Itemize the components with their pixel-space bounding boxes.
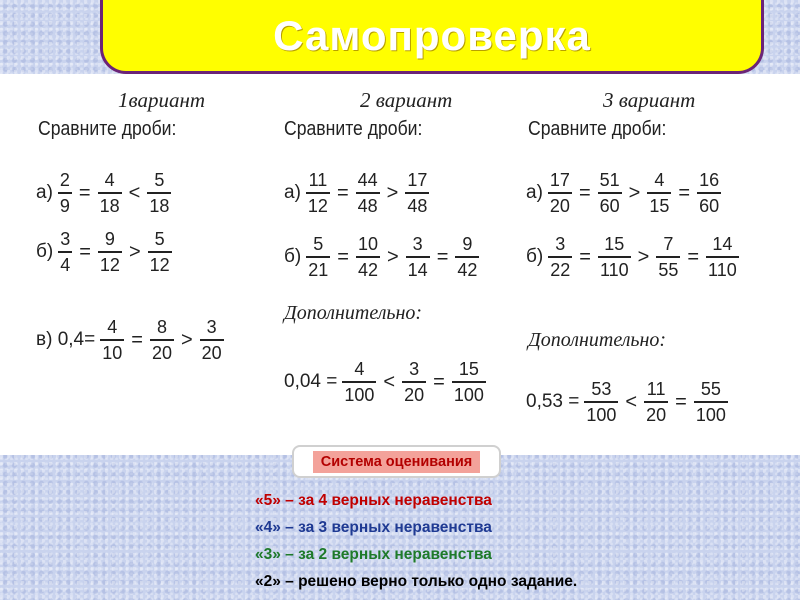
fraction — [200, 317, 224, 363]
fraction-numerator: 4 — [654, 170, 665, 190]
variant-2-row-a — [284, 170, 432, 216]
row-label: б) — [36, 241, 54, 262]
comparison-sign: < — [383, 370, 396, 393]
fraction-denominator: 100 — [584, 401, 618, 425]
fraction — [98, 229, 122, 275]
variant-3-heading: 3 вариант — [603, 88, 696, 112]
comparison-sign: > — [637, 245, 650, 268]
fraction-numerator: 4 — [107, 317, 118, 337]
row-label: а) — [284, 182, 301, 203]
fraction — [356, 234, 380, 280]
fraction — [58, 170, 72, 216]
fraction-denominator: 110 — [598, 256, 631, 280]
fraction-denominator: 12 — [98, 251, 122, 275]
fraction-denominator: 60 — [598, 192, 622, 216]
fraction-numerator: 16 — [699, 170, 720, 190]
comparison-sign: = — [579, 245, 591, 268]
row-label: 0,04 = — [284, 371, 338, 392]
fraction — [656, 234, 680, 280]
fraction-numerator: 3 — [409, 359, 420, 379]
variant-1-row-a — [36, 170, 174, 216]
grade-5-line: «5» – за 4 верных неравенства — [255, 492, 492, 509]
fraction — [452, 359, 486, 405]
fraction-denominator: 100 — [694, 401, 728, 425]
comparison-sign: = — [78, 181, 91, 204]
fraction-denominator: 42 — [356, 256, 380, 280]
comparison-sign: = — [675, 390, 687, 413]
fraction-numerator: 53 — [591, 379, 612, 399]
fraction-denominator: 18 — [98, 192, 122, 216]
fraction-denominator: 60 — [697, 192, 721, 216]
row-label: б) — [284, 246, 302, 267]
fraction-denominator: 18 — [147, 192, 171, 216]
fraction-denominator: 48 — [356, 192, 380, 216]
fraction-numerator: 9 — [104, 229, 115, 249]
fraction-numerator: 44 — [357, 170, 378, 190]
fraction — [100, 317, 124, 363]
fraction — [402, 359, 426, 405]
fraction-denominator: 42 — [455, 256, 479, 280]
row-label: а) — [526, 182, 543, 203]
grading-system-label — [292, 445, 501, 478]
row-label: в) 0,4= — [36, 329, 96, 350]
fraction-denominator: 14 — [406, 256, 430, 280]
fraction — [697, 170, 721, 216]
variant-3-extra-row — [526, 379, 731, 425]
fraction — [147, 170, 171, 216]
fraction — [356, 170, 380, 216]
variant-3-row-b — [526, 234, 742, 280]
comparison-sign: < — [625, 390, 638, 413]
fraction-denominator: 20 — [644, 401, 668, 425]
fraction — [405, 170, 429, 216]
fraction-numerator: 3 — [555, 234, 566, 254]
fraction-denominator: 10 — [100, 339, 124, 363]
fraction — [647, 170, 671, 216]
fraction — [694, 379, 728, 425]
fraction-numerator: 17 — [549, 170, 570, 190]
fraction-denominator: 110 — [706, 256, 739, 280]
fraction — [584, 379, 618, 425]
fraction-numerator: 11 — [646, 379, 666, 399]
fraction-denominator: 48 — [405, 192, 429, 216]
fraction-numerator: 3 — [60, 229, 71, 249]
fraction-denominator: 20 — [150, 339, 174, 363]
variant-1-row-c — [36, 317, 227, 363]
fraction — [455, 234, 479, 280]
fraction-denominator: 4 — [58, 251, 72, 275]
fraction — [548, 170, 572, 216]
comparison-sign: = — [436, 245, 449, 268]
fraction-numerator: 5 — [154, 229, 165, 249]
fraction-denominator: 9 — [58, 192, 72, 216]
fraction-denominator: 100 — [452, 381, 486, 405]
comparison-sign: > — [386, 181, 399, 204]
fraction-numerator: 3 — [206, 317, 217, 337]
fraction-numerator: 7 — [663, 234, 674, 254]
comparison-sign: = — [578, 181, 591, 204]
comparison-sign: = — [687, 245, 700, 268]
comparison-sign: > — [128, 240, 141, 263]
comparison-sign: > — [628, 181, 641, 204]
fraction — [548, 234, 572, 280]
fraction-denominator: 20 — [200, 339, 224, 363]
fraction-numerator: 17 — [407, 170, 428, 190]
fraction — [598, 170, 622, 216]
fraction-numerator: 15 — [604, 234, 625, 254]
fraction-numerator: 8 — [156, 317, 167, 337]
comparison-sign: < — [128, 181, 141, 204]
fraction-denominator: 21 — [306, 256, 330, 280]
variant-2-extra-label: Дополнительно: — [284, 302, 423, 324]
variant-3-row-a — [526, 170, 724, 216]
page-title: Самопроверка — [273, 12, 591, 59]
row-label: а) — [36, 182, 53, 203]
comparison-sign: = — [337, 245, 349, 268]
comparison-sign: = — [678, 181, 691, 204]
fraction-numerator: 10 — [357, 234, 378, 254]
fraction — [342, 359, 376, 405]
fraction — [58, 229, 72, 275]
fraction-denominator: 12 — [148, 251, 172, 275]
variant-2-task: Сравните дроби: — [284, 118, 423, 140]
comparison-sign: = — [131, 328, 143, 351]
fraction-numerator: 15 — [458, 359, 479, 379]
fraction-denominator: 12 — [306, 192, 330, 216]
variant-1-task: Сравните дроби: — [38, 118, 177, 140]
fraction-numerator: 2 — [59, 170, 70, 190]
fraction — [306, 170, 330, 216]
variant-2-extra-row — [284, 359, 489, 405]
fraction-numerator: 5 — [154, 170, 165, 190]
comparison-sign: = — [433, 370, 445, 393]
fraction-numerator: 3 — [412, 234, 423, 254]
fraction-denominator: 100 — [342, 381, 376, 405]
title-banner — [100, 0, 764, 74]
grade-4-line: «4» – за 3 верных неравенства — [255, 519, 492, 536]
row-label: 0,53 = — [526, 391, 580, 412]
comparison-sign: > — [386, 245, 399, 268]
fraction-numerator: 9 — [462, 234, 473, 254]
grade-3-line: «3» – за 2 верных неравенства — [255, 546, 492, 563]
variant-2-row-b — [284, 234, 482, 280]
fraction — [644, 379, 668, 425]
fraction-denominator: 22 — [548, 256, 572, 280]
row-label: б) — [526, 246, 544, 267]
answers-panel — [0, 74, 800, 455]
variant-2-heading: 2 вариант — [360, 88, 453, 112]
fraction-numerator: 4 — [354, 359, 365, 379]
fraction — [406, 234, 430, 280]
fraction — [706, 234, 739, 280]
variant-3-task: Сравните дроби: — [528, 118, 667, 140]
fraction-denominator: 55 — [656, 256, 680, 280]
variant-1-heading: 1вариант — [118, 88, 206, 112]
fraction-numerator: 51 — [599, 170, 620, 190]
grade-list — [255, 487, 577, 595]
fraction-numerator: 55 — [700, 379, 721, 399]
fraction-denominator: 15 — [647, 192, 671, 216]
fraction — [150, 317, 174, 363]
comparison-sign: = — [79, 240, 91, 263]
fraction — [148, 229, 172, 275]
fraction — [598, 234, 631, 280]
comparison-sign: > — [180, 328, 193, 351]
variant-3-extra-label: Дополнительно: — [528, 329, 667, 351]
fraction-numerator: 11 — [308, 170, 328, 190]
grade-2-line: «2» – решено верно только одно задание. — [255, 573, 578, 590]
fraction-numerator: 14 — [712, 234, 733, 254]
fraction-denominator: 20 — [402, 381, 426, 405]
fraction-denominator: 20 — [548, 192, 572, 216]
fraction — [98, 170, 122, 216]
fraction — [306, 234, 330, 280]
variant-1-row-b — [36, 229, 175, 275]
grading-system-text: Система оценивания — [313, 451, 480, 473]
fraction-numerator: 4 — [104, 170, 115, 190]
comparison-sign: = — [336, 181, 349, 204]
fraction-numerator: 5 — [313, 234, 324, 254]
